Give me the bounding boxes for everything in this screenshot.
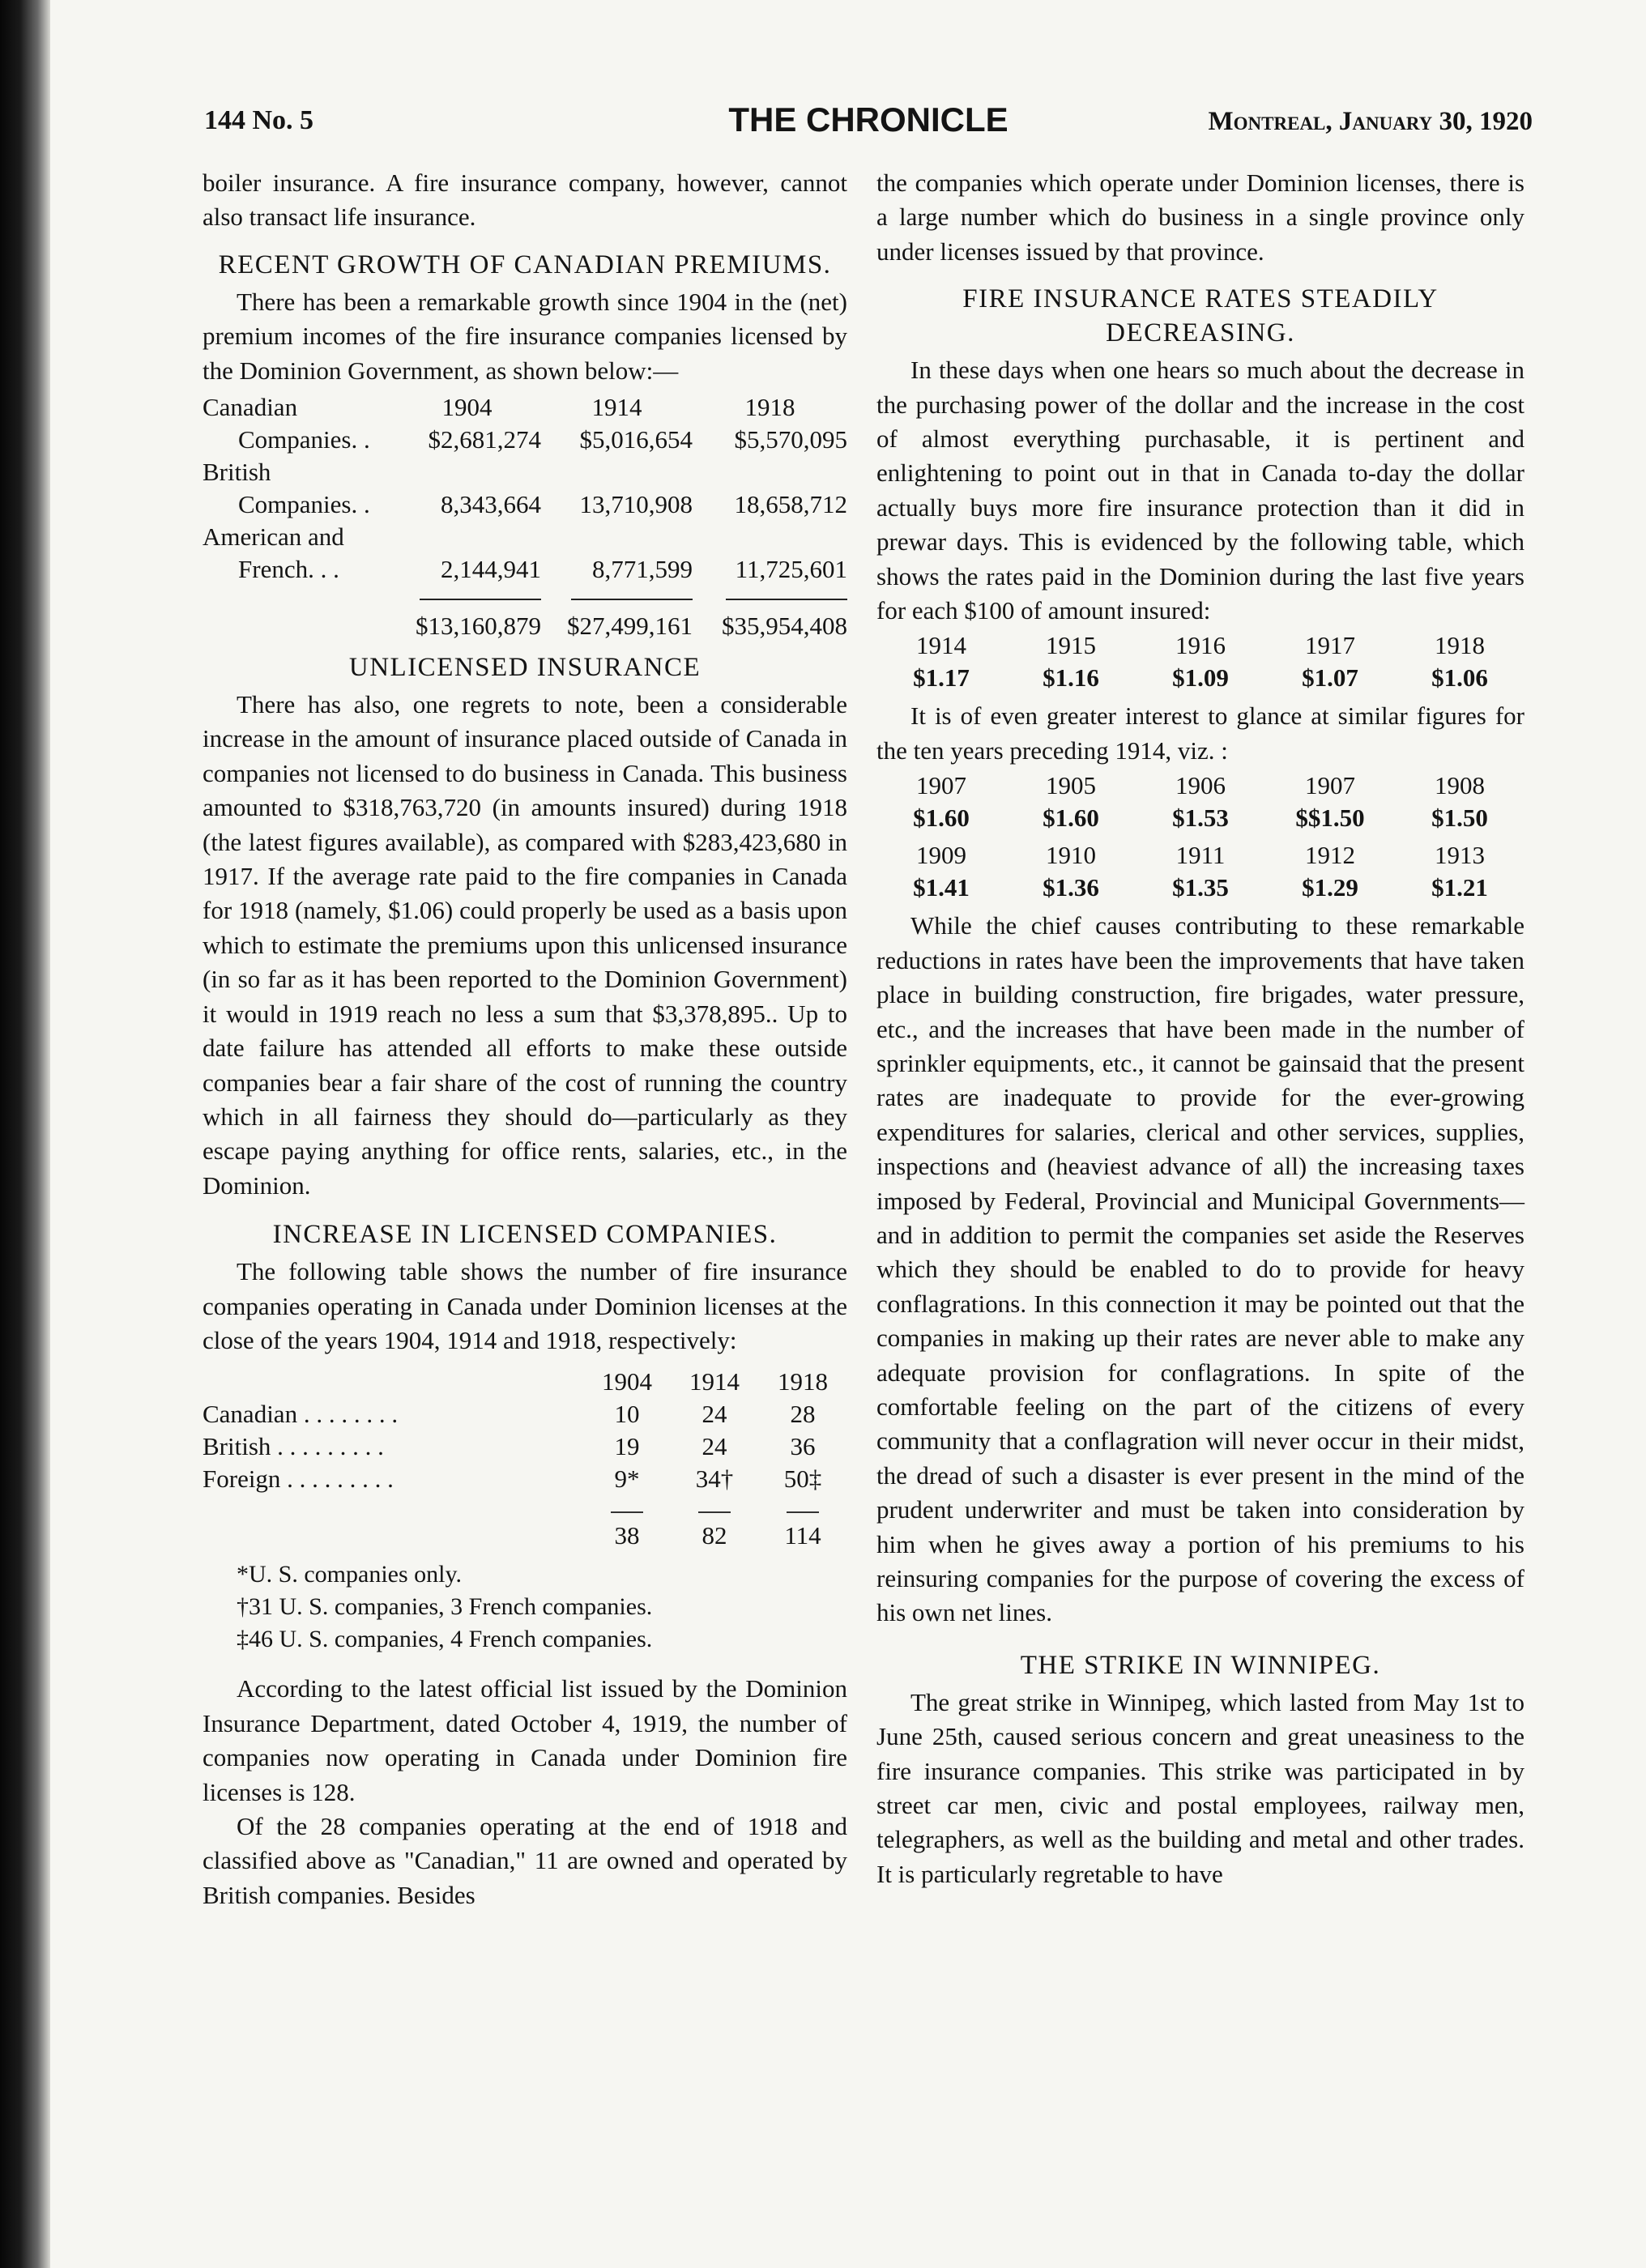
table-cell: $1.50 [1431, 804, 1488, 833]
total-cell: 82 [701, 1521, 727, 1550]
column-header: 1907 [916, 771, 966, 800]
table-cell: 50‡ [783, 1464, 822, 1494]
footnotes [203, 1558, 847, 1656]
column-header: 1914 [916, 631, 966, 660]
table-cell: $1.53 [1172, 804, 1229, 833]
table-cell: $1.17 [913, 663, 970, 693]
book-binding-shadow [0, 0, 50, 2268]
table-cell: 19 [614, 1432, 640, 1461]
table-cell: $1.06 [1431, 663, 1488, 693]
table-cell: $1.35 [1172, 873, 1229, 902]
paragraph: According to the latest official list issued by the Dominion Insurance Department, dated October 4, 1919, the number of companies now operating in Canada under Dominion fire licenses is 128. [203, 1674, 847, 1806]
column-header: 1904 [602, 1367, 652, 1396]
section-heading: INCREASE IN LICENSED COMPANIES. [272, 1220, 778, 1250]
section-heading: THE STRIKE IN WINNIPEG. [1020, 1650, 1381, 1680]
sum-rule [726, 599, 847, 600]
column-header: 1910 [1046, 841, 1096, 870]
column-header: 1918 [778, 1367, 828, 1396]
table-cell: $1.21 [1431, 873, 1488, 902]
total-cell: 114 [784, 1521, 821, 1550]
table-cell: 28 [790, 1400, 816, 1429]
sum-rule [571, 599, 693, 600]
table-cell: $1.36 [1043, 873, 1099, 902]
sum-rule [611, 1511, 643, 1513]
row-label: Companies. . [238, 425, 370, 454]
table-cell: 13,710,908 [579, 490, 693, 519]
table-cell: 8,343,664 [441, 490, 541, 519]
page-header [204, 96, 1533, 144]
footnote: ‡46 U. S. companies, 4 French companies. [237, 1626, 653, 1653]
total-cell: $27,499,161 [567, 612, 693, 641]
table-cell: 9* [614, 1464, 640, 1494]
row-label: Foreign . . . . . . . . . [203, 1464, 394, 1494]
table-cell: 24 [701, 1432, 727, 1461]
publication-title: THE CHRONICLE [728, 100, 1008, 139]
total-cell: $13,160,879 [416, 612, 541, 641]
table-cell: 11,725,601 [735, 555, 847, 584]
column-header: 1904 [441, 393, 493, 422]
table-cell: $1.60 [1043, 804, 1099, 833]
table-cell: $1.09 [1172, 663, 1229, 693]
row-label: British [203, 458, 271, 487]
section-heading: RECENT GROWTH OF CANADIAN PREMIUMS. [218, 249, 832, 279]
column-header: 1913 [1435, 841, 1485, 870]
table-cell: 34† [695, 1464, 734, 1494]
column-header: 1906 [1175, 771, 1226, 800]
rates-table-recent [876, 629, 1524, 694]
column-header: 1916 [1175, 631, 1226, 660]
table-cell: $1.29 [1302, 873, 1358, 902]
paragraph: It is of even greater interest to glance at similar figures for the ten years preceding 1914, viz. : [876, 701, 1524, 765]
row-label: Companies. . [238, 490, 370, 519]
table-cell: $1.41 [913, 873, 970, 902]
page-number: 144 No. 5 [204, 105, 314, 135]
paragraph: While the chief causes contributing to these remarkable reductions in rates have been the improvements that have taken place in building construction, fire brigades, water pressure, etc., and the increases that have been made in the number of sprinkler equipments, etc., it cannot be gainsaid that the present rates are inadequate to provide for the ever-growing expenditures for salaries, clerical and other services, supplies, inspections and (heaviest advance of all) the increasing taxes imposed by Federal, Provincial and Municipal Governments—and in addition to permit the companies set aside the Reserves which they should be enabled to do to provide for heavy conflagrations. In this connection it may be pointed out that the companies in making up their rates are never able to make any adequate provision for conflagrations. In spite of the comfortable feeling on the part of the citizens of every community that a conflagration will never occur in their midst, the dread of such a disaster is ever present in the mind of the prudent underwriter and must be taken into consideration by him when he gives away a portion of his premiums to his reinsuring companies for the purpose of covering the excess of his own net lines. [876, 911, 1524, 1627]
paragraph: Of the 28 companies operating at the end of 1918 and classified above as "Canadian," 11 are owned and operated by British companies. Besides [203, 1811, 847, 1909]
table-cell: $1.60 [913, 804, 970, 833]
table-cell: 2,144,941 [441, 555, 541, 584]
premiums-table [203, 391, 847, 642]
rates-table-earlier [876, 770, 1524, 904]
table-cell: 36 [790, 1432, 816, 1461]
row-label: British . . . . . . . . . [203, 1432, 384, 1461]
section-heading: UNLICENSED INSURANCE [348, 653, 701, 683]
column-header: 1918 [1435, 631, 1485, 660]
paragraph: The great strike in Winnipeg, which lasted from May 1st to June 25th, caused serious concern and great uneasiness to the fire insurance companies. This strike was participated in by street car men, civic and postal employees, railway men, telegraphers, as well as the building and metal and other trades. It is particularly regretable to have [876, 1687, 1524, 1888]
issue-date: Montreal, January 30, 1920 [1208, 107, 1533, 136]
licensed-companies-table [203, 1366, 847, 1552]
row-label: French. . . [238, 555, 339, 584]
column-header: 1908 [1435, 771, 1485, 800]
column-header: 1915 [1046, 631, 1096, 660]
paragraph: There has also, one regrets to note, been a considerable increase in the amount of insurance placed outside of Canada in companies not licensed to do business in Canada. This business amounted to $318,763,720 (in amounts insured) during 1918 (the latest figures available), as compared with $283,423,680 in 1917. If the average rate paid to the fire companies in Canada for 1918 (namely, $1.06) could properly be used as a basis upon which to estimate the premiums upon this unlicensed insurance (in so far as it has been reported to the Dominion Government) it would in 1919 reach no less a sum that $3,378,895.. Up to date failure has attended all efforts to make these outside companies bear a fair share of the cost of running the country which in all fairness they should do—particularly as they escape paying anything for office rents, salaries, etc., in the Dominion. [203, 690, 847, 1200]
footnote: *U. S. companies only. [237, 1561, 463, 1588]
column-header: 1917 [1305, 631, 1355, 660]
total-cell: 38 [614, 1521, 640, 1550]
row-label: American and [203, 522, 344, 552]
left-column [203, 166, 847, 1912]
sum-rule [787, 1511, 819, 1513]
table-cell: 10 [614, 1400, 640, 1429]
table-cell: 8,771,599 [592, 555, 693, 584]
table-cell: $2,681,274 [428, 425, 541, 454]
footnote: †31 U. S. companies, 3 French companies. [237, 1593, 653, 1621]
sum-rule [698, 1511, 731, 1513]
paragraph: The following table shows the number of fire insurance companies operating in Canada under Dominion licenses at the close of the years 1904, 1914 and 1918, respectively: [203, 1257, 847, 1354]
table-cell: $5,016,654 [579, 425, 693, 454]
sum-rule [420, 599, 541, 600]
column-header: 1907 [1305, 771, 1355, 800]
right-column [876, 166, 1524, 1891]
paragraph: boiler insurance. A fire insurance company, however, cannot also transact life insurance. [203, 168, 847, 232]
column-header: 1918 [744, 393, 795, 422]
column-header: 1909 [916, 841, 966, 870]
table-cell: $$1.50 [1295, 804, 1365, 833]
total-cell: $35,954,408 [722, 612, 847, 641]
column-header: 1911 [1175, 841, 1226, 870]
section-heading: FIRE INSURANCE RATES STEADILY DECREASING. [962, 284, 1439, 348]
row-label: Canadian . . . . . . . . [203, 1400, 399, 1429]
table-cell: $5,570,095 [734, 425, 847, 454]
paragraph: In these days when one hears so much about the decrease in the purchasing power of the dollar and the increase in the cost of almost everything purchasable, it is pertinent and enlightening to point out in that in Canada to-day the dollar actually buys more fire insurance protection than it did in prewar days. This is evidenced by the following table, which shows the rates paid in the Dominion during the last five years for each $100 of amount insured: [876, 356, 1524, 625]
column-header: 1905 [1046, 771, 1096, 800]
column-header: 1914 [591, 393, 642, 422]
paragraph: There has been a remarkable growth since 1904 in the (net) premium incomes of the fire insurance companies licensed by the Dominion Government, as shown below:— [203, 287, 847, 385]
paragraph: the companies which operate under Dominion licenses, there is a large number which do business in a single province only under licenses issued by that province. [876, 168, 1524, 266]
table-cell: 24 [701, 1400, 727, 1429]
column-header: 1914 [689, 1367, 740, 1396]
table-cell: $1.07 [1302, 663, 1358, 693]
row-label: Canadian [203, 393, 298, 422]
table-cell: 18,658,712 [734, 490, 847, 519]
table-cell: $1.16 [1043, 663, 1099, 693]
column-header: 1912 [1305, 841, 1355, 870]
